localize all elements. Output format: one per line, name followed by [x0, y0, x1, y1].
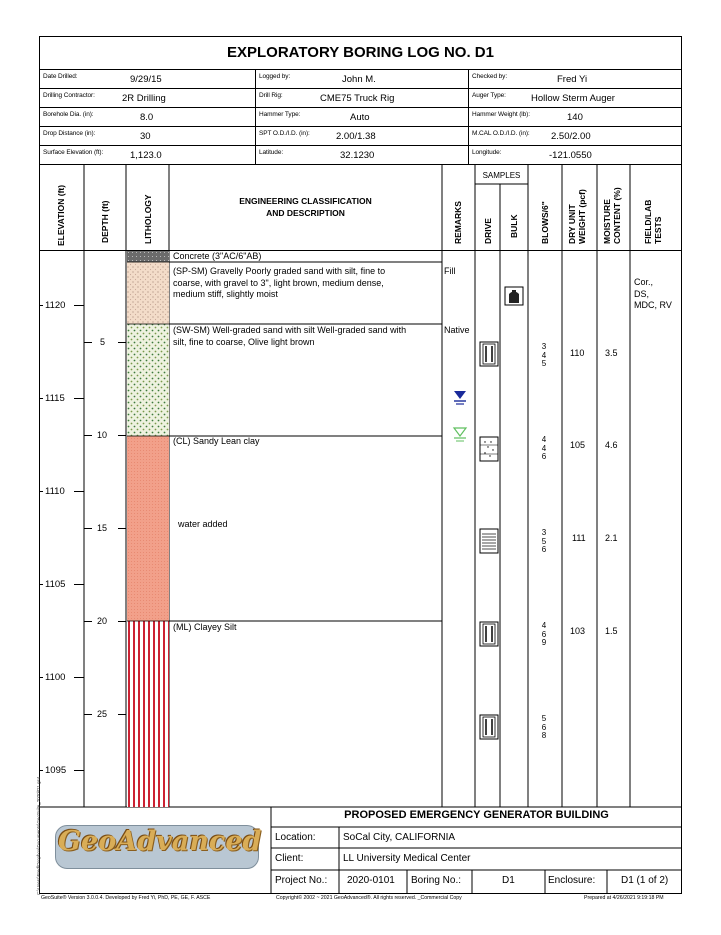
longitude-value: -121.0550 — [549, 150, 592, 161]
header-row-4: Drop Distance (in): 30 SPT O.D./I.D. (in): 2.00/1.38 M.CAL O.D./I.D. (in): 2.50/2.00 — [40, 126, 681, 145]
depth-label: 15 — [97, 523, 108, 533]
lithology-header: LITHOLOGY — [143, 194, 153, 244]
remark-fill: Fill — [444, 266, 456, 276]
depth-label: 25 — [97, 709, 108, 719]
project-title: PROPOSED EMERGENCY GENERATOR BUILDING — [344, 809, 609, 821]
moisture-content: 2.1 — [605, 533, 618, 543]
field-lab-header: FIELD/LAB TESTS — [643, 199, 663, 244]
elevation-label: 1120 — [45, 300, 66, 311]
logged-by-value: John M. — [342, 74, 376, 85]
blows-header: BLOWS/6" — [540, 201, 550, 244]
cl-layer — [127, 436, 169, 621]
header-row-3: Borehole Dia. (in): 8.0 Hammer Type: Auto Hammer Weight (lb): 140 — [40, 107, 681, 126]
elevation-label: 1110 — [45, 486, 65, 497]
copyright: Copyright© 2002 ~ 2021 GeoAdvanced®. All rights reserved. _Commercial Copy — [276, 895, 462, 901]
description-sp-sm: (SP-SM) Gravelly Poorly graded sand with silt, fine to coarse, with gravel to 3", light brown, medium dense, medium stiff, slightly moist — [173, 266, 386, 299]
drive-sample-icon — [479, 341, 499, 367]
sw-sm-layer — [127, 324, 169, 436]
drive-sample-icon — [479, 528, 499, 554]
description-cl: (CL) Sandy Lean clay — [173, 436, 260, 446]
file-path: C:\Users\Fred\Dropbox\Documents\GeoSuite_2020\D1.gs4 — [36, 776, 41, 895]
remarks-header: REMARKS — [453, 201, 463, 244]
moisture-content: 3.5 — [605, 348, 618, 358]
sp-sm-layer — [127, 262, 169, 324]
hammer-weight-value: 140 — [567, 112, 583, 123]
elevation-label: 1105 — [45, 579, 66, 590]
drill-rig-value: CME75 Truck Rig — [320, 93, 395, 104]
moisture-content: 1.5 — [605, 626, 618, 636]
blow-counts: 3 5 6 — [541, 528, 547, 554]
bulk-header: BULK — [509, 214, 519, 238]
remark-native: Native — [444, 325, 470, 335]
dry-unit-weight: 103 — [570, 626, 586, 636]
description-sw-sm: (SW-SM) Well-graded sand with silt Well-graded sand with silt, fine to coarse, Olive light brown — [173, 325, 407, 347]
dry-unit-weight: 110 — [570, 348, 585, 358]
elevation-label: 1095 — [45, 765, 67, 776]
drop-distance-value: 30 — [140, 131, 151, 142]
latitude-value: 32.1230 — [340, 150, 375, 161]
classification-header: ENGINEERING CLASSIFICATION AND DESCRIPTION — [239, 196, 372, 218]
depth-header: DEPTH (ft) — [100, 200, 110, 243]
borehole-dia-value: 8.0 — [140, 112, 154, 123]
moisture-content: 4.6 — [605, 440, 618, 450]
surface-elevation-value: 1,123.0 — [130, 150, 162, 161]
header-row-2: Drilling Contractor: 2R Drilling Drill Rig: CME75 Truck Rig Auger Type: Hollow Sterm Auger — [40, 88, 681, 107]
blow-counts: 5 6 8 — [541, 714, 547, 740]
boring-no-label: Boring No.: — [411, 875, 462, 886]
elevation-label: 1100 — [45, 672, 66, 683]
ml-layer — [127, 621, 169, 807]
mcal-value: 2.50/2.00 — [551, 131, 591, 142]
description-water: water added — [178, 519, 228, 529]
dry-unit-header: DRY UNIT WEIGHT (pcf) — [567, 189, 587, 244]
location-value: SoCal City, CALIFORNIA — [343, 832, 456, 843]
enclosure-value: D1 (1 of 2) — [621, 875, 669, 886]
header-row-5: Surface Elevation (ft): 1,123.0 Latitude: 32.1230 Longitude: -121.0550 — [40, 145, 681, 164]
log-title: EXPLORATORY BORING LOG NO. D1 — [227, 44, 494, 61]
blow-counts: 4 6 9 — [541, 621, 547, 647]
geoadvanced-logo: GeoAdvanced — [58, 826, 262, 857]
location-label: Location: — [275, 832, 316, 843]
enclosure-label: Enclosure: — [548, 875, 596, 886]
software-credit: GeoSuite® Version 3.0.0.4. Developed by Fred Yi, PhD, PE, GE, F. ASCE — [41, 895, 211, 901]
blow-counts: 3 4 5 — [541, 342, 547, 368]
dry-unit-weight: 105 — [570, 440, 586, 450]
groundwater-encountered-icon — [452, 389, 468, 407]
depth-label: 5 — [100, 337, 106, 347]
boring-no-value: D1 — [502, 875, 515, 886]
elevation-header: ELEVATION (ft) — [56, 184, 66, 246]
project-no-value: 2020-0101 — [347, 875, 395, 886]
field-lab-tests: Cor., DS, MDC, RV — [634, 277, 672, 310]
bulk-sample-icon — [504, 286, 524, 306]
auger-type-value: Hollow Sterm Auger — [531, 93, 615, 104]
blow-counts: 4 4 6 — [541, 435, 547, 461]
dry-unit-weight: 111 — [572, 533, 586, 543]
spt-value: 2.00/1.38 — [336, 131, 376, 142]
project-no-label: Project No.: — [275, 875, 328, 886]
checked-by-value: Fred Yi — [557, 74, 588, 85]
drive-sample-icon — [479, 714, 499, 740]
lithology-column — [127, 251, 169, 807]
date-drilled-value: 9/29/15 — [130, 74, 162, 85]
client-label: Client: — [275, 853, 304, 864]
header-row-1: Date Drilled: 9/29/15 Logged by: John M. Checked by: Fred Yi — [40, 69, 681, 88]
contractor-value: 2R Drilling — [122, 93, 166, 104]
moisture-header: MOISTURE CONTENT (%) — [602, 187, 622, 244]
description-ml: (ML) Clayey Silt — [173, 622, 237, 632]
drive-sample-icon — [479, 621, 499, 647]
description-concrete: Concrete (3"AC/6"AB) — [173, 251, 262, 261]
elevation-label: 1115 — [45, 393, 65, 404]
depth-label: 10 — [97, 430, 108, 440]
drive-header: DRIVE — [483, 218, 493, 244]
prepared-date: Prepared at 4/26/2021 9:19:18 PM — [584, 895, 664, 901]
depth-label: 20 — [97, 616, 108, 626]
samples-header: SAMPLES — [482, 171, 521, 180]
drive-sample-icon — [479, 436, 499, 462]
concrete-layer — [127, 251, 169, 262]
client-value: LL University Medical Center — [343, 853, 471, 864]
groundwater-measured-icon — [452, 426, 468, 444]
hammer-type-value: Auto — [350, 112, 370, 123]
